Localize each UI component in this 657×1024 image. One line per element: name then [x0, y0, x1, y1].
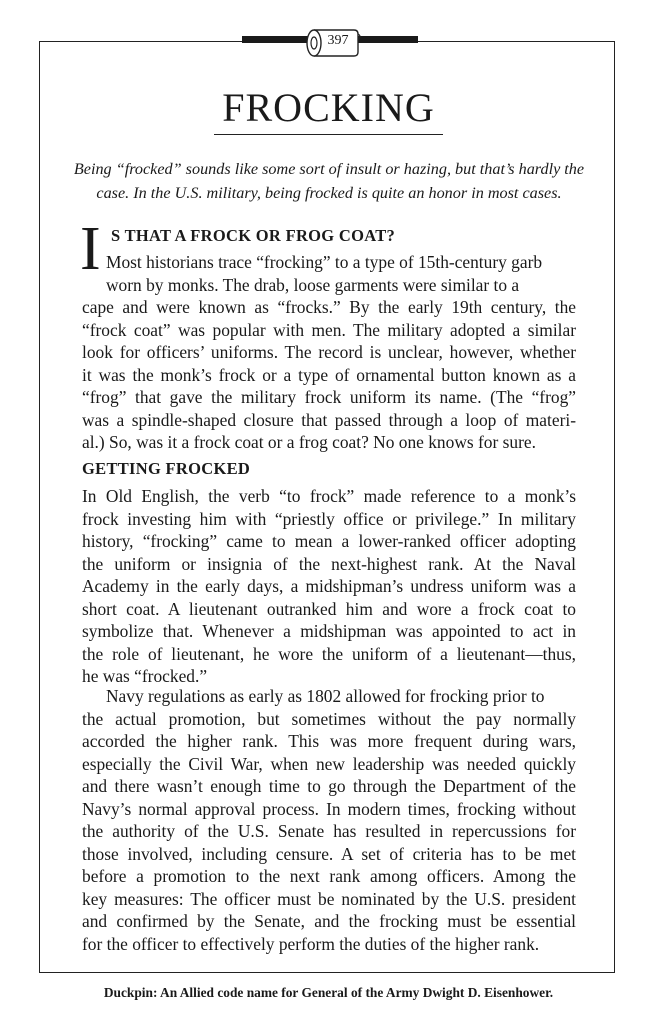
text-line: the uniform or insignia of the next-highest rank. At the Naval — [82, 553, 576, 574]
text-line: “frock coat” was popular with men. The military adopted a similar — [82, 319, 576, 340]
text-line: look for officers’ uniforms. The record is unclear, however, whether — [82, 342, 576, 362]
text-line: was a spindle-shaped closure that passed through a loop of materi- — [82, 409, 576, 430]
text-line: the authority of the U.S. Senate has resulted in repercussions for — [82, 821, 576, 841]
text-line: and there wasn’t enough time to go through the Department of the — [82, 776, 576, 796]
text-line: Most historians trace “frocking” to a type of 15th-century garb — [106, 252, 543, 272]
text-line: and confirmed by the Senate, and the frocking must be essential — [82, 911, 576, 931]
text-line: accorded the higher rank. This was more frequent during wars, — [82, 731, 576, 751]
drop-cap: I — [80, 215, 101, 283]
section1-indented-lines — [106, 251, 576, 296]
section2-paragraph1 — [82, 485, 576, 688]
text-line: especially the Civil War, when new leadership was needed quickly — [82, 753, 576, 774]
text-line: al.) So, was it a frock coat or a frog coat? No one knows for sure. — [82, 432, 536, 452]
intro-text: Being “frocked” sounds like some sort of insult or hazing, but that’s hardly the case. In the U.S. military, being frocked is quite an honor in most cases. — [73, 160, 585, 202]
text-line: Navy regulations as early as 1802 allowed for frocking prior to — [106, 686, 545, 706]
header-rule-left — [242, 36, 308, 43]
text-line: he was “frocked.” — [82, 666, 208, 686]
section-heading-getting-frocked: GETTING FROCKED — [82, 459, 251, 478]
page-number: 397 — [327, 33, 349, 48]
text-line: Navy’s normal approval process. In modern times, frocking without — [82, 798, 576, 819]
text-line: short coat. A lieutenant outranked him and wore a frock coat to — [82, 598, 576, 619]
text-line: history, “frocking” came to mean a lower-ranked officer adopting — [82, 531, 576, 551]
text-line: the role of lieutenant, he wore the uniform of a lieutenant—thus, — [82, 643, 576, 664]
text-line: it was the monk’s frock or a type of ornamental button known as a — [82, 364, 576, 385]
text-line: for the officer to effectively perform the duties of the higher rank. — [82, 933, 540, 954]
text-line: the actual promotion, but sometimes without the pay normally — [82, 708, 576, 729]
text-line: frock investing him with “priestly office or privilege.” In military — [82, 508, 576, 529]
section2-paragraph2 — [82, 685, 576, 955]
section-heading-frock-or-frog: S THAT A FROCK OR FROG COAT? — [111, 226, 396, 245]
text-line: Academy in the early days, a midshipman’s undress uniform was a — [82, 576, 576, 596]
text-line: key measures: The officer must be nominated by the U.S. president — [82, 888, 576, 909]
page-title: FROCKING — [222, 85, 435, 130]
footnote: Duckpin: An Allied code name for General of the Army Dwight D. Eisenhower. — [103, 985, 554, 1000]
text-line: those involved, including censure. A set of criteria has to be met — [82, 843, 576, 864]
text-line: before a promotion to the next rank among officers. Among the — [82, 866, 576, 886]
text-line: “frog” that gave the military frock uniform its name. (The “frog” — [82, 387, 576, 407]
text-line: In Old English, the verb “to frock” made reference to a monk’s — [82, 486, 576, 506]
text-line: cape and were known as “frocks.” By the early 19th century, the — [82, 297, 576, 317]
section1-body — [82, 296, 576, 454]
text-line: symbolize that. Whenever a midshipman was appointed to act in — [82, 621, 576, 641]
text-line: worn by monks. The drab, loose garments were similar to a — [106, 274, 520, 295]
title-underline — [214, 134, 443, 135]
